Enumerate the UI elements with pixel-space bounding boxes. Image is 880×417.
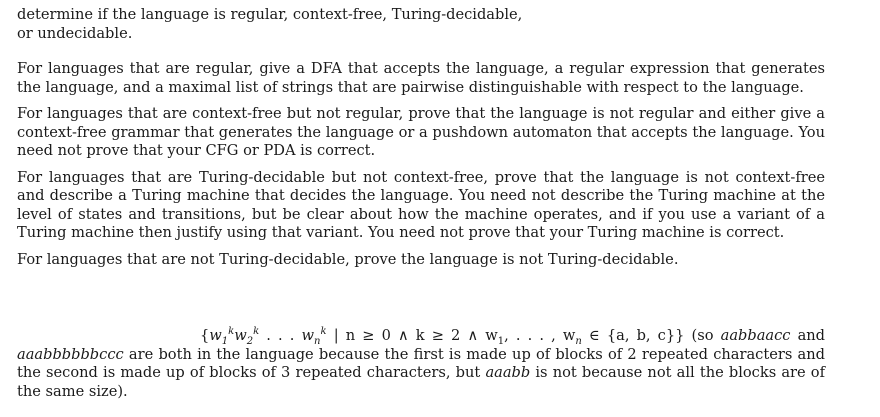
problem-prose-2: and xyxy=(790,327,826,344)
counterexample-string: aaabb xyxy=(485,364,531,381)
language-set-formula: {$w_1^kw_2^k$ . . . $w_n^k$ | n ≥ 0 ∧ k ≥ 2 ∧ $w_1$, . . . , $w_n$ ∈ {a, b, c}} xyxy=(200,326,685,347)
undecidable-instructions: For languages that are not Turing-decidable, prove the language is not Turing-decidable. xyxy=(17,250,679,268)
context-free-instructions: For languages that are context-free but not regular, prove that the language is not regular and either give a context-free grammar that generates the language or a pushdown automaton that accepts the language. You need not prove that your CFG or PDA is correct. xyxy=(17,105,825,159)
intro-line-1: determine if the language is regular, context-free, Turing-decidable, xyxy=(17,6,523,23)
problem-prose-3: are both in the language because the first is made up of blocks of 2 repeated characters and the second is made up of blocks of 3 repeated characters, but xyxy=(17,345,825,381)
language-problem xyxy=(17,327,825,401)
example-string-2: aaabbbbbbccc xyxy=(17,345,124,363)
intro-line-2: or undecidable. xyxy=(17,24,133,42)
problem-prose-1: (so xyxy=(684,327,721,344)
decidable-instructions: For languages that are Turing-decidable but not context-free, prove that the language is not context-free and describe a Turing machine that decides the language. You need not describe the Turing machine at the level of states and transitions, but be clear about how the machine operates, and if you use a variant of a Turing machine then justify using that variant. You need not prove that your Turing machine is correct. xyxy=(17,168,825,241)
problem-page xyxy=(17,6,825,401)
regular-instructions: For languages that are regular, give a DFA that accepts the language, a regular expression that generates the language, and a maximal list of strings that are pairwise distinguishable with respect to the language. xyxy=(17,60,825,96)
problem-prose-4: is not because not all the blocks are of the same size). xyxy=(17,364,825,400)
example-string-1: aabbaacc xyxy=(720,327,791,344)
